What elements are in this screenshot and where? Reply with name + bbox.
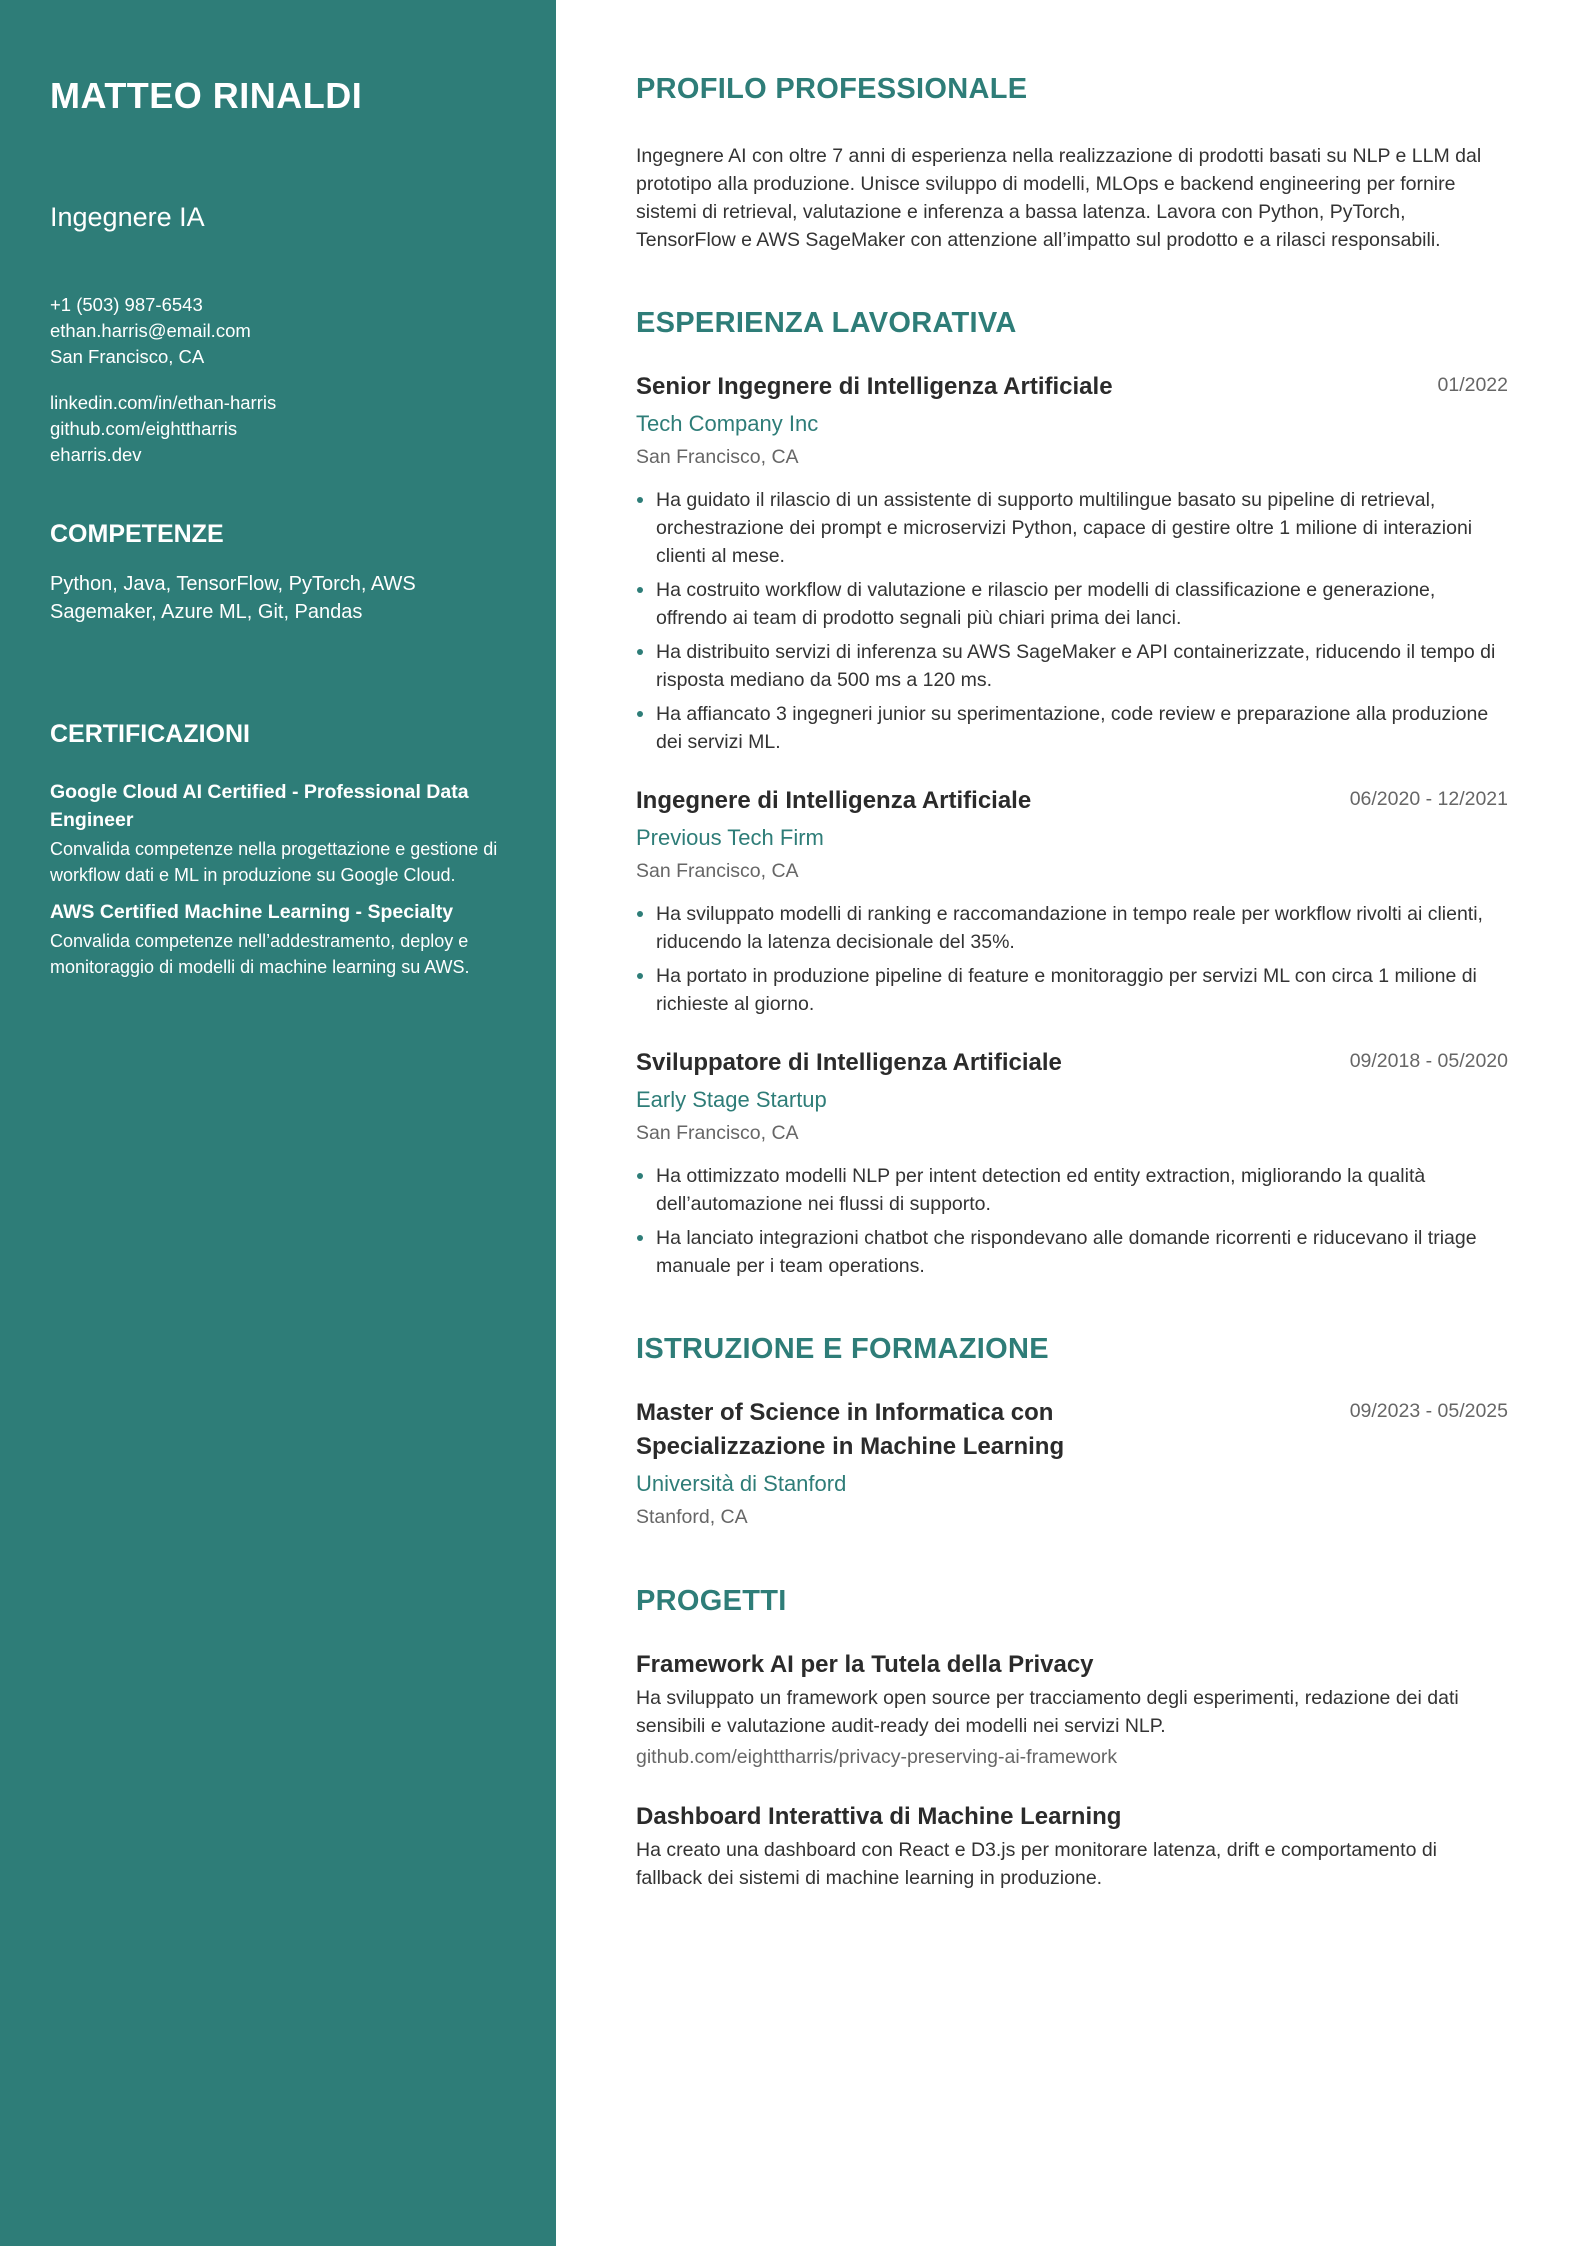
project-entry [636, 1648, 1508, 1772]
job-bullet: Ha sviluppato modelli di ranking e raccomandazione in tempo reale per workflow rivolti ai clienti, riducendo la latenza decisionale del 35%. [636, 900, 1508, 956]
project-entry [636, 1800, 1508, 1892]
main-content [636, 70, 1508, 1892]
projects-heading: PROGETTI [636, 1585, 787, 1617]
job-bullet: Ha guidato il rilascio di un assistente di supporto multilingue basato su pipeline di retrieval, orchestrazione dei prompt e microservizi Python, capace di gestire oltre 1 milione di interazioni clienti al mese. [636, 486, 1508, 570]
sidebar [0, 0, 556, 2246]
certifications-heading: CERTIFICAZIONI [50, 720, 250, 748]
job-title: Ingegnere di Intelligenza Artificiale [636, 787, 1032, 814]
education-date: 09/2023 - 05/2025 [1349, 1400, 1508, 1422]
project-description: Ha sviluppato un framework open source per tracciamento degli esperimenti, redazione dei dati sensibili e valutazione audit-ready dei modelli nei servizi NLP. [636, 1687, 1459, 1737]
job-date: 06/2020 - 12/2021 [1349, 788, 1508, 810]
certification-title: Google Cloud AI Certified - Professional Data Engineer [50, 781, 469, 831]
job-location: San Francisco, CA [636, 446, 799, 468]
project-description: Ha creato una dashboard con React e D3.js per monitorare latenza, drift e comportamento di fallback dei sistemi di machine learning in produzione. [636, 1839, 1438, 1889]
profile-section [636, 70, 1508, 254]
profile-heading: PROFILO PROFESSIONALE [636, 73, 1028, 105]
certification-item [50, 898, 506, 980]
job-date: 09/2018 - 05/2020 [1349, 1050, 1508, 1072]
job-bullet: Ha affiancato 3 ingegneri junior su sperimentazione, code review e preparazione alla produzione dei servizi ML. [636, 700, 1508, 756]
projects-section [636, 1582, 1508, 1892]
candidate-role: Ingegnere IA [50, 202, 205, 232]
school-location: Stanford, CA [636, 1506, 748, 1528]
job-entry [636, 1046, 1508, 1280]
job-date: 01/2022 [1437, 374, 1508, 396]
school-name: Università di Stanford [636, 1471, 847, 1496]
job-location: San Francisco, CA [636, 1122, 799, 1144]
education-heading: ISTRUZIONE E FORMAZIONE [636, 1333, 1049, 1365]
job-entry [636, 784, 1508, 1018]
job-title: Senior Ingegnere di Intelligenza Artificiale [636, 373, 1113, 400]
company-name: Previous Tech Firm [636, 825, 824, 850]
certification-title: AWS Certified Machine Learning - Specialty [50, 901, 454, 923]
contact-info [50, 292, 506, 370]
certification-description: Convalida competenze nell’addestramento, deploy e monitoraggio di modelli di machine learning su AWS. [50, 931, 470, 977]
degree-title: Master of Science in Informatica con Specializzazione in Machine Learning [636, 1399, 1065, 1460]
job-entry [636, 370, 1508, 756]
location: San Francisco, CA [50, 346, 205, 367]
experience-heading: ESPERIENZA LAVORATIVA [636, 307, 1017, 339]
job-bullet: Ha ottimizzato modelli NLP per intent detection ed entity extraction, migliorando la qualità dell’automazione nei flussi di supporto. [636, 1162, 1508, 1218]
experience-section [636, 304, 1508, 1280]
profile-links [50, 390, 506, 468]
job-bullets [636, 486, 1508, 756]
github-link[interactable]: github.com/eighttharris [50, 418, 238, 439]
email-address: ethan.harris@email.com [50, 320, 251, 341]
education-section [636, 1330, 1508, 1532]
job-location: San Francisco, CA [636, 860, 799, 882]
job-bullet: Ha costruito workflow di valutazione e rilascio per modelli di classificazione e generazione, offrendo ai team di prodotto segnali più chiari prima dei lanci. [636, 576, 1508, 632]
candidate-name: MATTEO RINALDI [50, 75, 363, 116]
profile-summary: Ingegnere AI con oltre 7 anni di esperienza nella realizzazione di prodotti basati su NLP e LLM dal prototipo alla produzione. Unisce sviluppo di modelli, MLOps e backend engineering per fornire sistemi di retrieval, valutazione e inferenza a bassa latenza. Lavora con Python, PyTorch, TensorFlow e AWS SageMaker con attenzione all’impatto sul prodotto e a rilasci responsabili. [636, 145, 1482, 251]
website-link[interactable]: eharris.dev [50, 444, 142, 465]
certification-item [50, 778, 506, 888]
skills-heading: COMPETENZE [50, 520, 224, 548]
job-bullet: Ha lanciato integrazioni chatbot che rispondevano alle domande ricorrenti e riducevano il triage manuale per i team operations. [636, 1224, 1508, 1280]
project-title: Dashboard Interattiva di Machine Learning [636, 1803, 1122, 1830]
job-bullet: Ha portato in produzione pipeline di feature e monitoraggio per servizi ML con circa 1 milione di richieste al giorno. [636, 962, 1508, 1018]
certification-description: Convalida competenze nella progettazione e gestione di workflow dati e ML in produzione su Google Cloud. [50, 839, 498, 885]
project-title: Framework AI per la Tutela della Privacy [636, 1651, 1094, 1678]
job-title: Sviluppatore di Intelligenza Artificiale [636, 1049, 1062, 1076]
linkedin-link[interactable]: linkedin.com/in/ethan-harris [50, 392, 277, 413]
skills-list: Python, Java, TensorFlow, PyTorch, AWS Sagemaker, Azure ML, Git, Pandas [50, 573, 416, 623]
company-name: Tech Company Inc [636, 411, 819, 436]
project-link[interactable]: github.com/eighttharris/privacy-preserving-ai-framework [636, 1746, 1118, 1768]
job-bullet: Ha distribuito servizi di inferenza su AWS SageMaker e API containerizzate, riducendo il tempo di risposta mediano da 500 ms a 120 ms. [636, 638, 1508, 694]
certifications-list [50, 778, 506, 980]
job-bullets [636, 1162, 1508, 1280]
education-entry [636, 1396, 1508, 1532]
company-name: Early Stage Startup [636, 1087, 827, 1112]
job-bullets [636, 900, 1508, 1018]
phone-number: +1 (503) 987-6543 [50, 294, 203, 315]
